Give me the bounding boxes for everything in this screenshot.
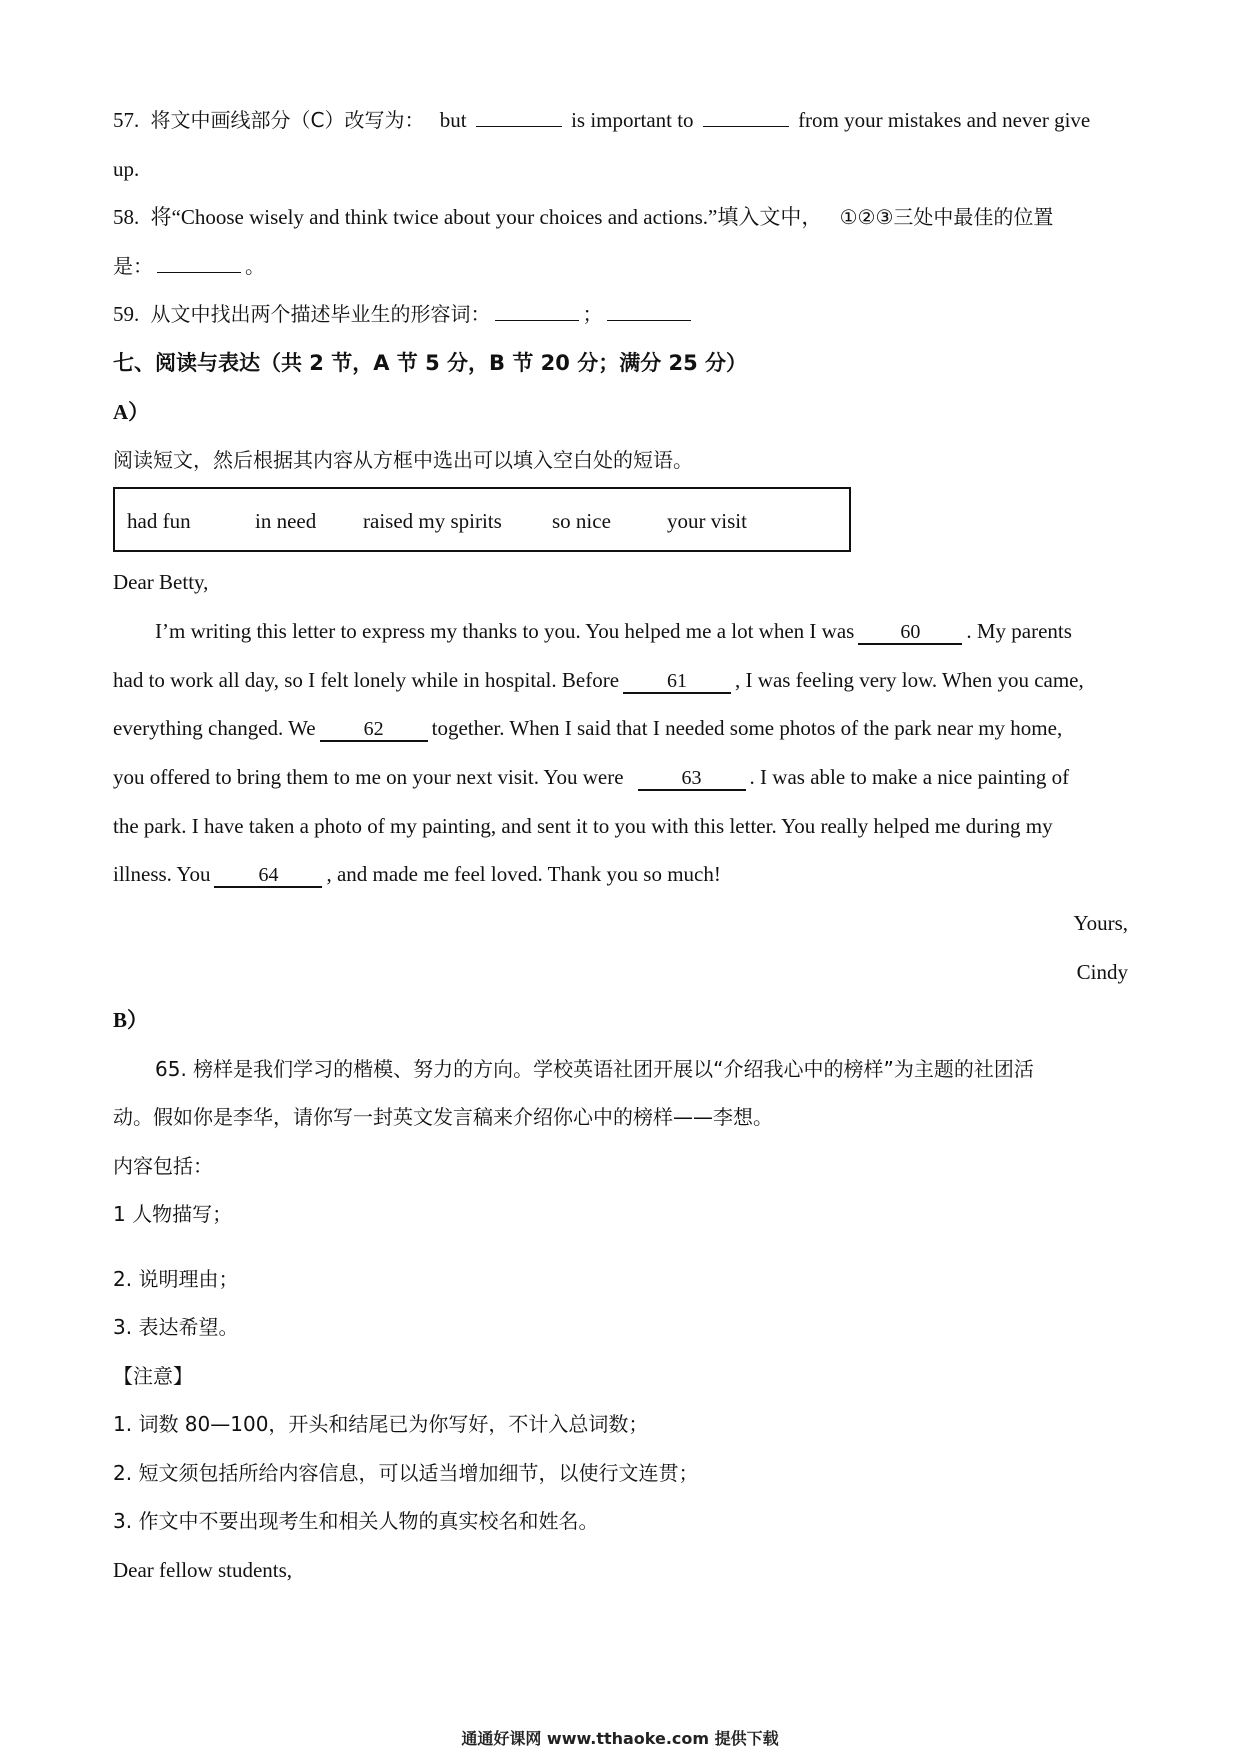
q59-text: 从文中找出两个描述毕业生的形容词： [150,302,491,326]
essay-opening: Dear fellow students, [113,1558,293,1582]
q65-line-2: 动。假如你是李华，请你写一封英文发言稿来介绍你心中的榜样——李想。 [113,1105,773,1129]
content-item-2: 2. 说明理由； [113,1267,239,1291]
q65-line-1: 65. 榜样是我们学习的楷模、努力的方向。学校英语社团开展以“介绍我心中的榜样”为主题的社团活 [155,1057,1034,1081]
note-1: 1. 词数 80—100，开头和结尾已为你写好，不计入总词数； [113,1412,649,1436]
q57-part2: is important to [571,108,694,132]
blank-64[interactable]: 64 [214,864,322,888]
q57-blank-1[interactable] [476,106,562,127]
note-label: 【注意】 [113,1364,193,1388]
blank-60[interactable]: 60 [858,621,962,645]
letter-text: you offered to bring them to me on your next visit. You were [113,765,624,789]
content-label: 内容包括： [113,1154,213,1178]
blank-63[interactable]: 63 [638,767,746,791]
q58-choices: ①②③三处中最佳的位置 [839,205,1054,229]
q59-blank-1[interactable] [495,300,579,321]
letter-text: everything changed. We [113,716,316,740]
letter-text: . I was able to make a nice painting of [749,765,1070,789]
blank-61[interactable]: 61 [623,670,731,694]
q59-separator: ； [582,302,603,326]
letter-line-5: the park. I have taken a photo of my painting, and sent it to you with this letter. You really helped me during my [113,814,1053,838]
q58-end: 。 [245,254,265,278]
content-item-1: 1 人物描写； [113,1202,233,1226]
q57-blank-2[interactable] [703,106,789,127]
q57-part3: from your mistakes and never give [798,108,1091,132]
q58-answer-label: 是： [113,254,153,278]
letter-line-1 [155,617,1072,645]
part-a-instruction: 阅读短文，然后根据其内容从方框中选出可以填入空白处的短语。 [113,448,693,472]
letter-text: had to work all day, so I felt lonely while in hospital. Before [113,668,620,692]
note-2: 2. 短文须包括所给内容信息，可以适当增加细节，以使行文连贯； [113,1461,699,1485]
phrase-so-nice: so nice [552,509,611,533]
letter-signature: Cindy [1076,960,1128,984]
q59-blank-2[interactable] [607,300,691,321]
letter-text: . My parents [966,619,1072,643]
letter-text: , and made me feel loved. Thank you so much! [326,862,721,886]
q57-continuation: up. [113,157,140,181]
letter-text: together. When I said that I needed some photos of the park near my home, [431,716,1063,740]
phrase-box [113,487,851,552]
q57-part1: but [439,108,467,132]
letter-text: illness. You [113,862,211,886]
letter-closing: Yours, [1073,911,1128,935]
q58-text: 将“Choose wisely and think twice about your choices and actions.”填入文中， [150,205,823,229]
letter-line-2 [113,666,1084,694]
q57-number: 57. [113,108,140,132]
q57-prefix: 将文中画线部分（C）改写为： [150,108,425,132]
phrase-had-fun: had fun [127,509,191,533]
letter-line-3 [113,714,1062,742]
phrase-in-need: in need [255,509,317,533]
q59-number: 59. [113,302,140,326]
letter-line-4 [113,763,1069,791]
phrase-raised-my-spirits: raised my spirits [363,509,502,533]
question-59 [113,300,695,328]
phrase-your-visit: your visit [667,509,747,533]
section-7-title: 七、阅读与表达（共 2 节，A 节 5 分，B 节 20 分；满分 25 分） [113,351,748,375]
question-57 [113,106,1090,134]
letter-greeting: Dear Betty, [113,570,209,594]
letter-line-6 [113,860,721,888]
letter-text: I’m writing this letter to express my thanks to you. You helped me a lot when I was [155,619,855,643]
content-item-3: 3. 表达希望。 [113,1315,239,1339]
letter-text: , I was feeling very low. When you came, [735,668,1084,692]
footer-watermark: 通通好课网 www.tthaoke.com 提供下载 [461,1729,779,1748]
q58-blank[interactable] [157,252,241,273]
question-58 [113,203,1053,231]
note-3: 3. 作文中不要出现考生和相关人物的真实校名和姓名。 [113,1509,599,1533]
part-b-label: B） [113,1008,149,1032]
part-a-label: A） [113,400,150,424]
q58-continuation [113,252,265,280]
blank-62[interactable]: 62 [320,718,428,742]
q58-number: 58. [113,205,140,229]
